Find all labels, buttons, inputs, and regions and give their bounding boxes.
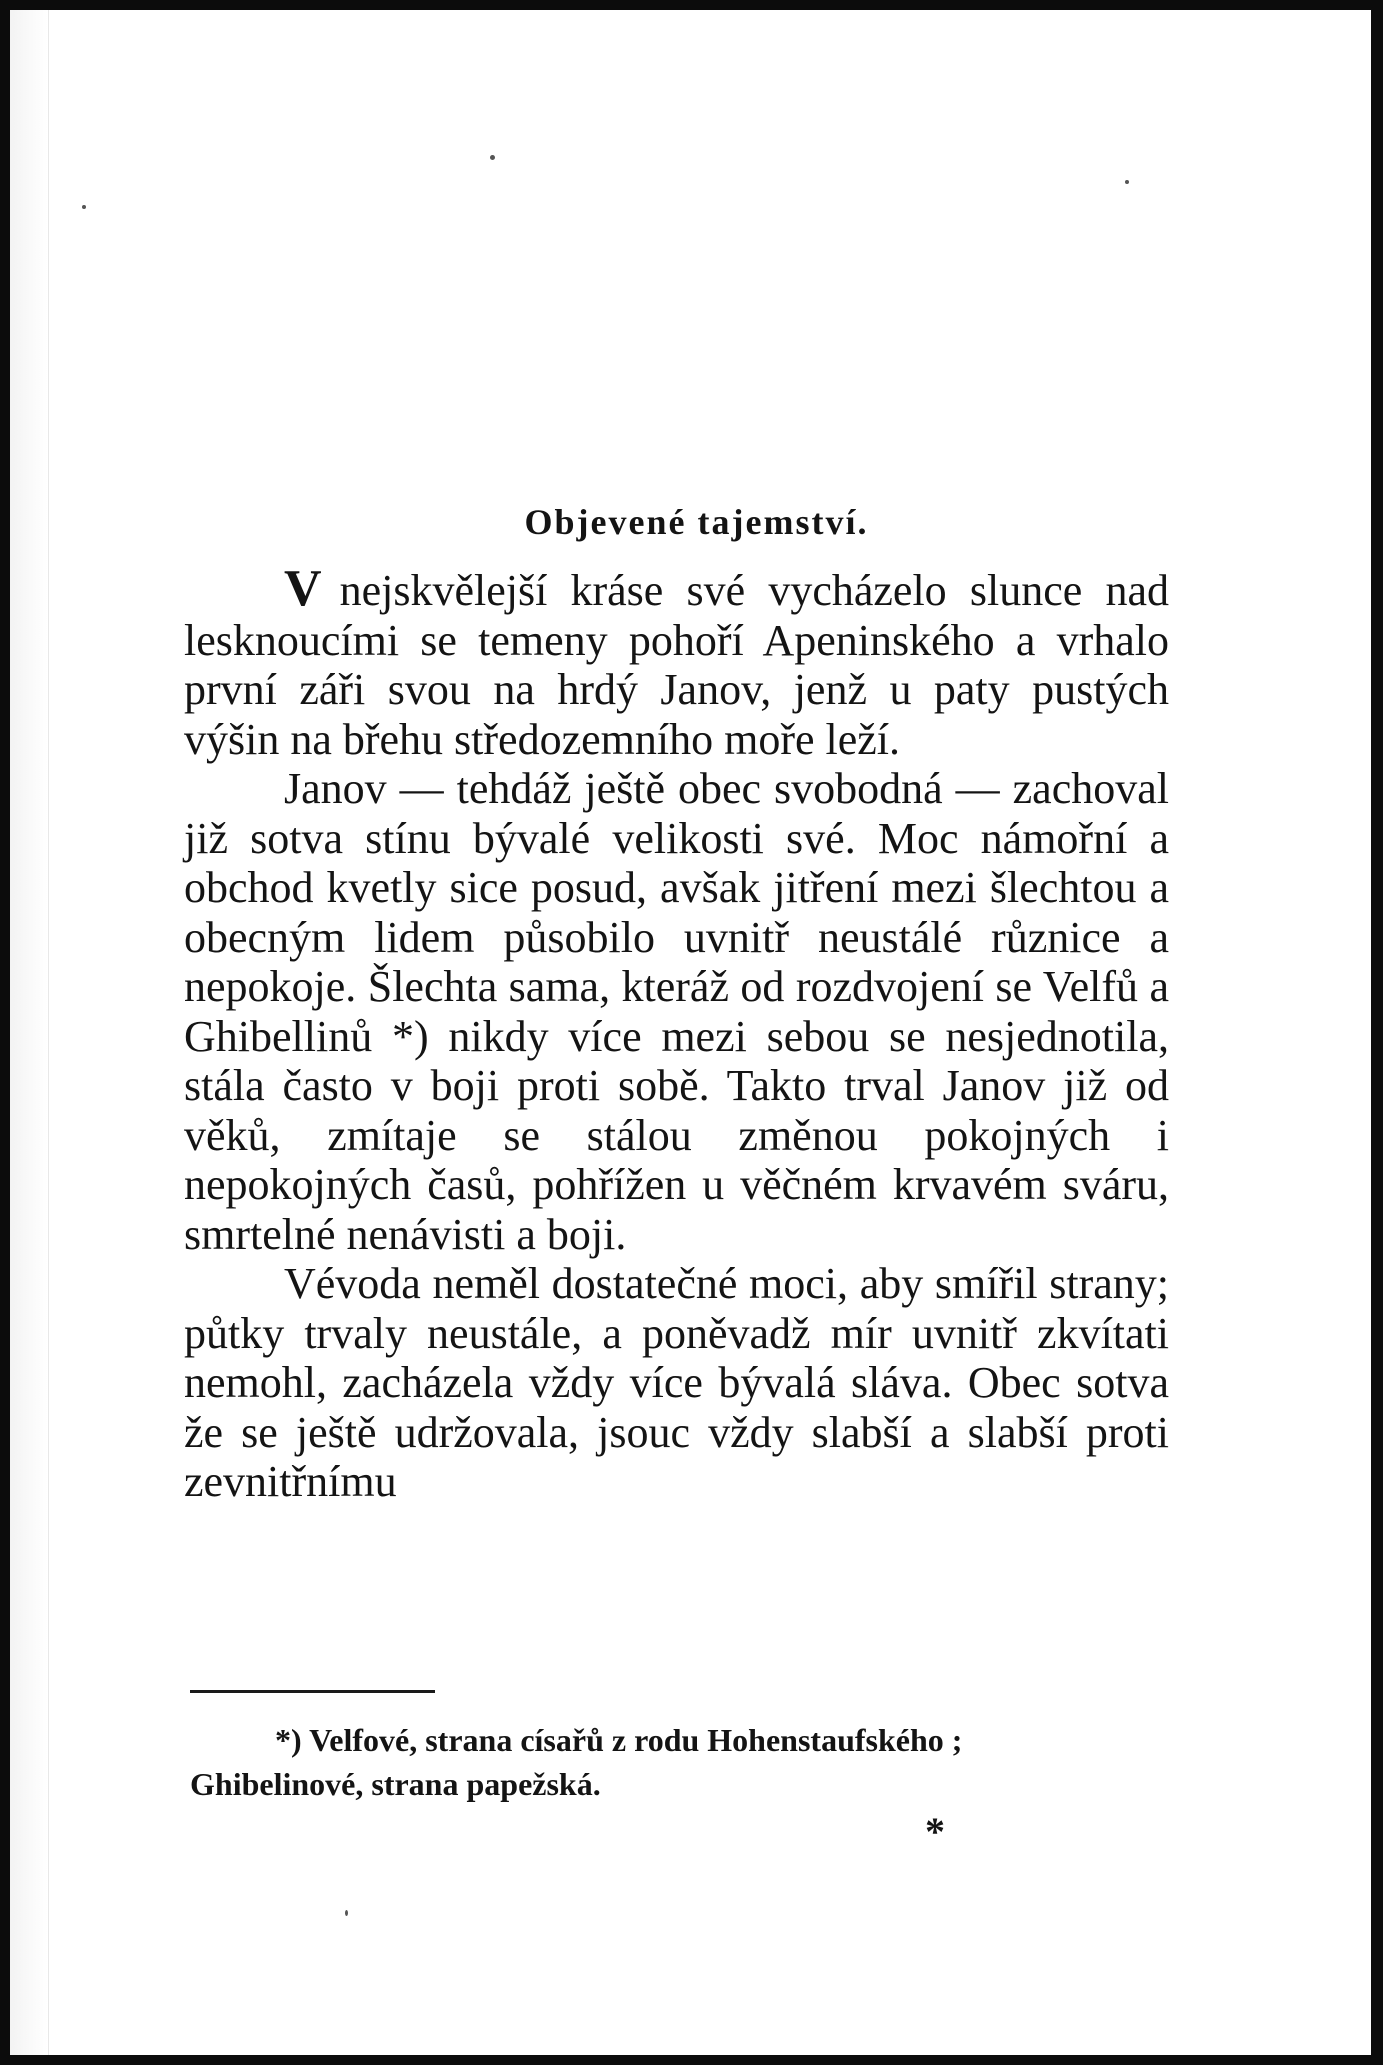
drop-cap: V [284,560,322,617]
footnote-line-2: Ghibelinové, strana papežská. [190,1766,601,1802]
body-text [184,560,1169,1507]
paragraph-2: Janov — tehdáž ještě obec svobodná — zachoval již sotva stínu bývalé velikosti své. Moc námořní a obchod kvetly sice posud, avšak jitření mezi šlechtou a obecným lidem působilo uvnitř neustálé různice a nepokoje. Šlechta sama, kteráž od rozdvojení se Velfů a Ghibellinů *) nikdy více mezi sebou se nesjednotila, stála často v boji proti sobě. Takto trval Janov již od věků, zmítaje se stálou změnou pokojných i nepokojných časů, pohřížen u věčném krvavém sváru, smrtelné nenávisti a boji. [184,764,1169,1259]
text-block [184,500,1169,1507]
chapter-title: Objevené tajemství. [524,502,869,542]
paper-speck [345,1910,348,1916]
footnote-line-1: *) Velfové, strana císařů z rodu Hohenstaufského ; [275,1722,963,1758]
paragraph-1-text: nejskvělejší kráse své vycházelo slunce nad lesknoucími se temeny pohoří Apeninského a vrhalo první záři svou na hrdý Janov, jenž u paty pustých výšin na břehu středozemního moře leží. [184,566,1169,764]
paper-speck [1125,180,1129,184]
paragraph-3: Vévoda neměl dostatečné moci, aby smířil strany; půtky trvaly neustále, a poněvadž mír uvnitř zkvítati nemohl, zacházela vždy více bývalá sláva. Obec sotva že se ještě udržovala, jsouc vždy slabší a slabší proti zevnitřnímu [184,1259,1169,1506]
book-gutter-edge [10,10,49,2055]
footnote-rule [190,1690,435,1693]
paper-speck [490,155,495,160]
signature-mark: * [925,1809,945,1854]
footnote [190,1718,1175,1806]
paragraph-1 [184,560,1169,764]
paper-speck [82,205,86,209]
